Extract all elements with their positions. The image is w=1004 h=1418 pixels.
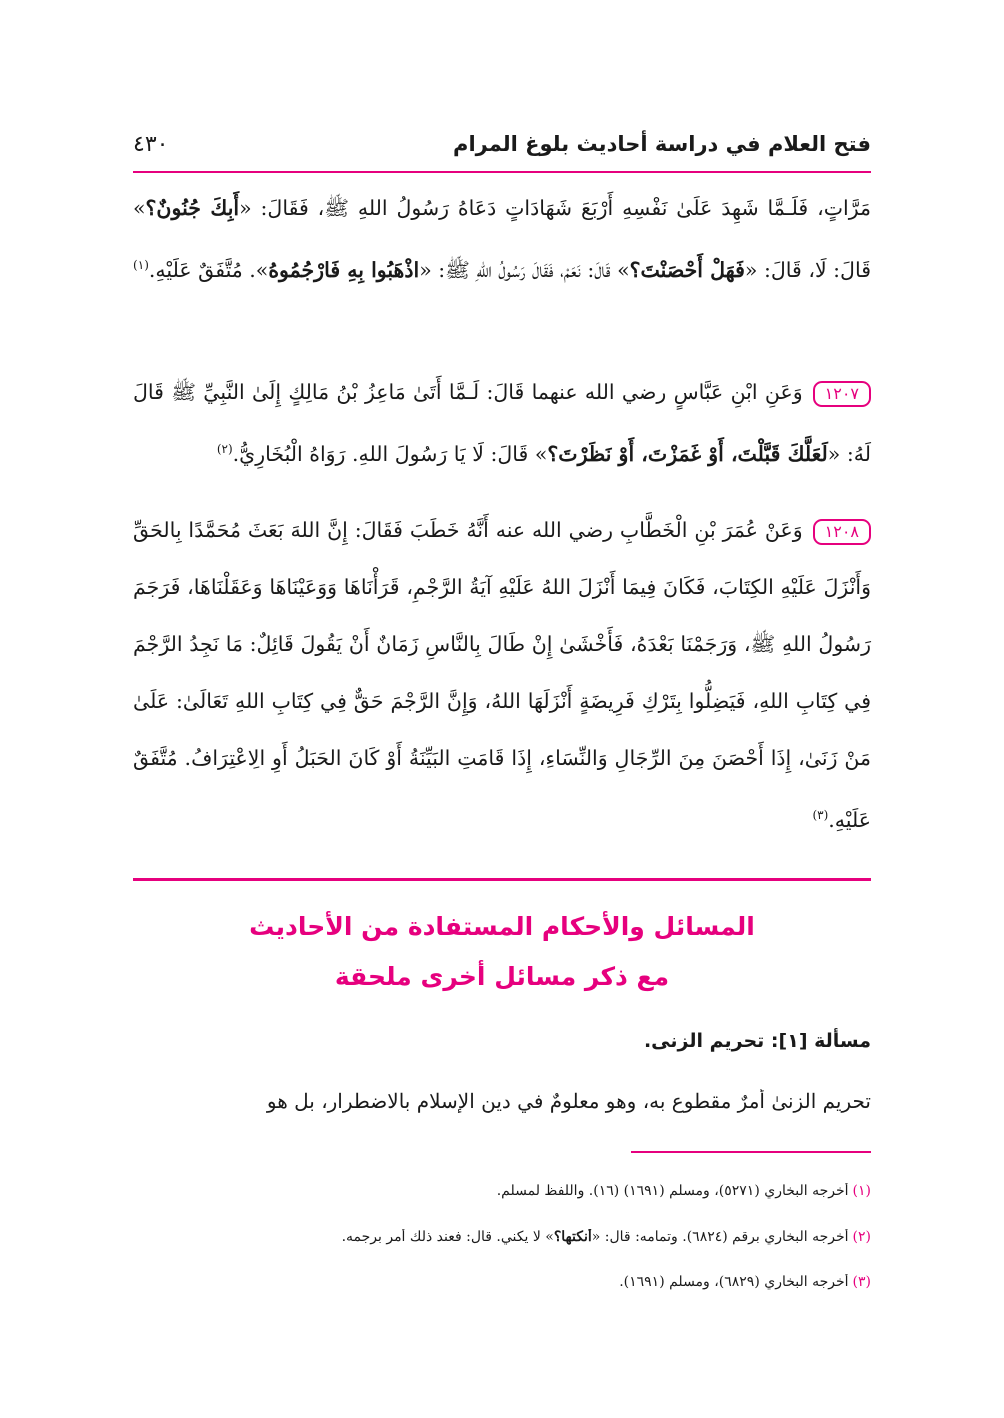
- footnote-ref: (١): [133, 258, 149, 272]
- footnote-2: [133, 1229, 871, 1245]
- section-heading-line-1: المسائل والأحكام المستفادة من الأحاديث: [249, 912, 755, 941]
- section-heading-line-2: مع ذكر مسائل أخرى ملحقة: [334, 962, 670, 991]
- footnote-text: أخرجه البخاري برقم (٦٨٢٤). وتمامه: قال: «: [591, 1229, 849, 1245]
- page-number: ٤٣٠: [133, 132, 169, 157]
- footnote-1: [133, 1183, 871, 1199]
- masala-label: مسألة [١]:: [770, 1030, 871, 1052]
- body-paragraph: تحريم الزنىٰ أمرٌ مقطوع به، وهو معلومٌ في دين الإسلام بالاضطرار، بل هو: [266, 1089, 871, 1113]
- footnote-text: أخرجه البخاري (٦٨٢٩)، ومسلم (١٦٩١).: [619, 1274, 849, 1290]
- hadith-1207: [133, 364, 871, 483]
- hadith-text: » قَالَ: نَعَمْ، فَقَالَ رَسُولُ اللهِ ﷺ: «: [419, 257, 630, 282]
- hadith-quote: أَبِكَ جُنُونٌ؟: [145, 196, 240, 220]
- footnote-text: أخرجه البخاري (٥٢٧١)، ومسلم (١٦٩١) (١٦). واللفظ لمسلم.: [496, 1183, 849, 1199]
- hadith-quote: لَعَلَّكَ قَبَّلْتَ، أَوْ غَمَزْتَ، أَوْ نَظَرْتَ؟: [547, 441, 828, 466]
- footnote-number: (٣): [852, 1274, 871, 1290]
- footnote-ref: (٣): [812, 808, 829, 822]
- hadith-text: مَرَّاتٍ، فَلَـمَّا شَهِدَ عَلَىٰ نَفْسِهِ أَرْبَعَ شَهَادَاتٍ دَعَاهُ رَسُولُ اللهِ ﷺ، فَقَالَ: «: [239, 196, 872, 220]
- book-title: فتح العلام في دراسة أحاديث بلوغ المرام: [453, 132, 871, 156]
- footnote-bold: أنكتها؟: [553, 1229, 592, 1245]
- footnote-divider: [631, 1151, 871, 1153]
- hadith-number-badge: ١٢٠٨: [813, 519, 871, 545]
- hadith-number-badge: ١٢٠٧: [813, 381, 871, 407]
- hadith-text: » قَالَ: لَا يَا رَسُولَ اللهِ. رَوَاهُ الْبُخَارِيُّ.: [232, 441, 548, 466]
- hadith-text: وَعَنِ ابْنِ عَبَّاسٍ رضي الله عنهما قَالَ: لَـمَّا أَتَىٰ مَاعِزُ بْنُ مَالِكٍ إِلَىٰ النَّبِيِّ ﷺ قَالَ لَهُ: «: [133, 380, 871, 466]
- footnote-number: (٢): [852, 1229, 871, 1245]
- header-divider: [133, 171, 871, 173]
- hadith-1208: [133, 502, 871, 849]
- footnote-ref: (٢): [216, 442, 233, 456]
- footnote-text: » لا يكني. قال: فعند ذلك أمر برجمه.: [341, 1229, 554, 1245]
- hadith-quote: فَهَلْ أَحْصَنْتَ؟: [629, 257, 745, 282]
- footnote-3: [133, 1274, 871, 1290]
- hadith-quote: اذْهَبُوا بِهِ فَارْجُمُوهُ: [268, 257, 420, 282]
- running-header: [133, 128, 871, 168]
- masala-heading: [644, 1030, 871, 1052]
- hadith-text: وَعَنْ عُمَرَ بْنِ الْخَطَّابِ رضي الله عنه أَنَّهُ خَطَبَ فَقَالَ: إِنَّ اللهَ بَعَثَ مُحَمَّدًا بِالحَقِّ وَأَنْزَلَ عَلَيْهِ الكِتَابَ، فَكَانَ فِيمَا أَنْزَلَ اللهُ عَلَيْهِ آيَةُ الرَّجْمِ، قَرَأْنَاهَا وَوَعَيْنَاهَا وَعَقَلْنَاهَا، فَرَجَمَ رَسُولُ اللهِ ﷺ، وَرَجَمْنَا بَعْدَهُ، فَأَخْشَىٰ إِنْ طَالَ بِالنَّاسِ زَمَانٌ أَنْ يَقُولَ قَائِلٌ: مَا نَجِدُ الرَّجْمَ فِي كِتَابِ اللهِ، فَيَضِلُّوا بِتَرْكِ فَرِيضَةٍ أَنْزَلَهَا اللهُ، وَإِنَّ الرَّجْمَ حَقٌّ فِي كِتَابِ اللهِ تَعَالَىٰ: عَلَىٰ مَنْ زَنَىٰ، إِذَا أَحْصَنَ مِنَ الرِّجَالِ وَالنِّسَاءِ، إِذَا قَامَتِ البَيِّنَةُ أَوْ كَانَ الحَبَلُ أَوِ الِاعْتِرَافُ. مُتَّفَقٌ عَلَيْهِ.: [133, 518, 872, 832]
- hadith-continuation: [133, 180, 871, 299]
- masala-title: تحريم الزنى.: [643, 1030, 765, 1052]
- footnote-number: (١): [852, 1183, 871, 1199]
- hadith-text: ». مُتَّفَقٌ عَلَيْهِ.: [148, 257, 269, 282]
- hadith-text: » قَالَ: لَا، قَالَ: «: [133, 196, 871, 282]
- section-divider: [133, 878, 871, 881]
